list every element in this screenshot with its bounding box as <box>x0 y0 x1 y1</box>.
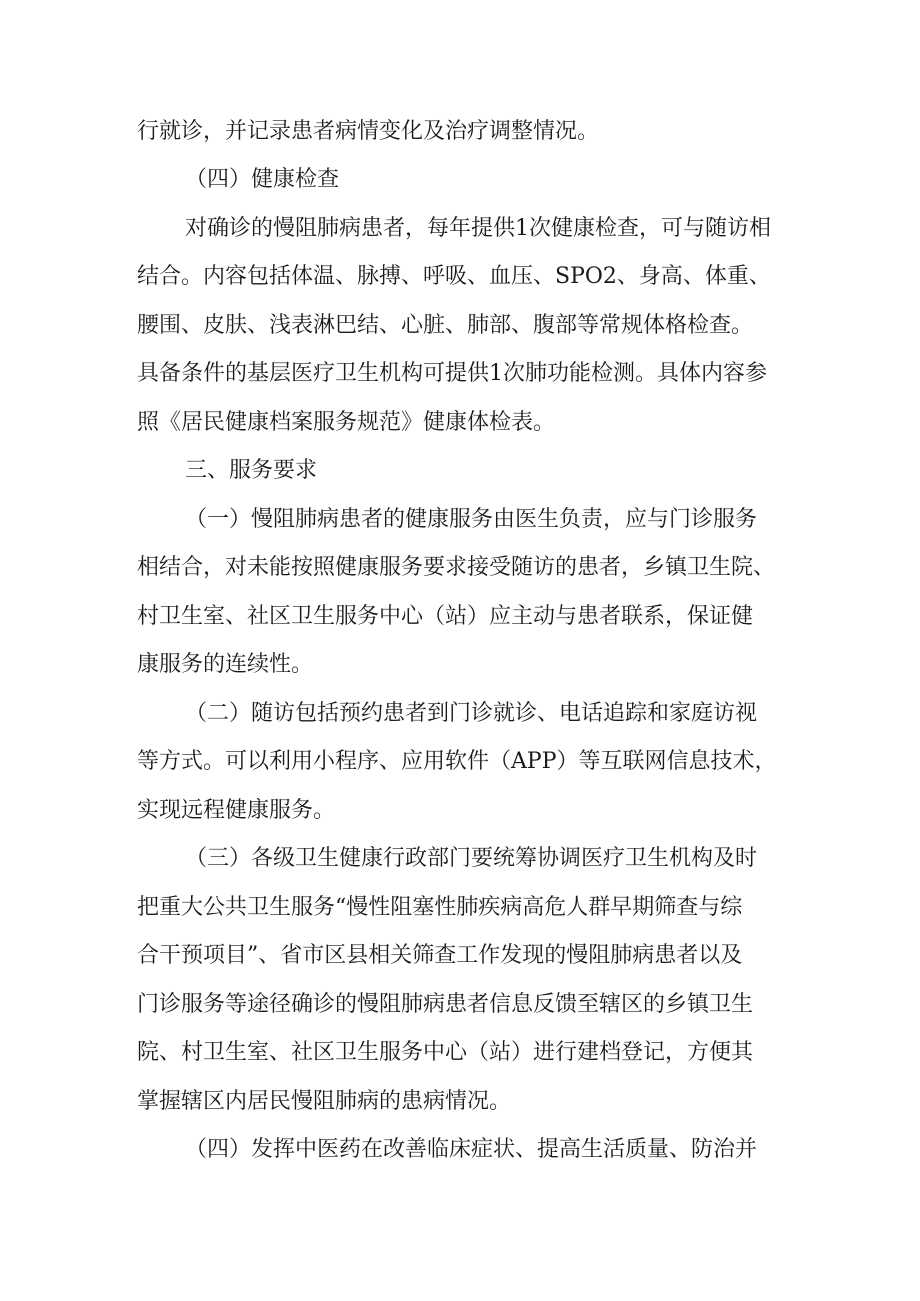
body-text-line: 具备条件的基层医疗卫生机构可提供1次肺功能检测。具体内容参 <box>137 361 767 386</box>
body-text-line: 掌握辖区内居民慢阻肺病的患病情况。 <box>137 1089 512 1114</box>
body-text-line: 把重大公共卫生服务“慢性阻塞性肺疾病高危人群早期筛查与综 <box>137 895 743 920</box>
body-text-line: 门诊服务等途径确诊的慢阻肺病患者信息反馈至辖区的乡镇卫生 <box>137 992 754 1017</box>
body-text-line: （二）随访包括预约患者到门诊就诊、电话追踪和家庭访视 <box>185 701 758 726</box>
body-text-line: 腰围、皮肤、浅表淋巴结、心脏、肺部、腹部等常规体格检查。 <box>137 313 754 338</box>
body-text-line: 行就诊，并记录患者病情变化及治疗调整情况。 <box>137 119 600 144</box>
section-heading: （四）健康检查 <box>185 167 340 192</box>
body-text-line: 照《居民健康档案服务规范》健康体检表。 <box>137 410 556 435</box>
body-text-line: 结合。内容包括体温、脉搏、呼吸、血压、SPO2、身高、体重、 <box>137 264 771 289</box>
body-text-line: （一）慢阻肺病患者的健康服务由医生负责，应与门诊服务 <box>185 507 758 532</box>
body-text-line: 康服务的连续性。 <box>137 652 314 677</box>
body-text-line: 相结合，对未能按照健康服务要求接受随访的患者，乡镇卫生院、 <box>137 555 776 580</box>
body-text-line: 对确诊的慢阻肺病患者，每年提供1次健康检查，可与随访相 <box>185 216 771 241</box>
body-text-line: 合干预项目”、省市区县相关筛查工作发现的慢阻肺病患者以及 <box>137 943 743 968</box>
section-heading: 三、服务要求 <box>185 458 318 483</box>
body-text-line: （三）各级卫生健康行政部门要统筹协调医疗卫生机构及时 <box>185 846 758 871</box>
body-text-line: 等方式。可以利用小程序、应用软件（APP）等互联网信息技术， <box>137 749 777 774</box>
body-text-line: 村卫生室、社区卫生服务中心（站）应主动与患者联系，保证健 <box>137 604 754 629</box>
body-text-line: （四）发挥中医药在改善临床症状、提高生活质量、防治并 <box>185 1137 758 1162</box>
body-text-line: 实现远程健康服务。 <box>137 798 336 823</box>
body-text-line: 院、村卫生室、社区卫生服务中心（站）进行建档登记，方便其 <box>137 1040 754 1065</box>
